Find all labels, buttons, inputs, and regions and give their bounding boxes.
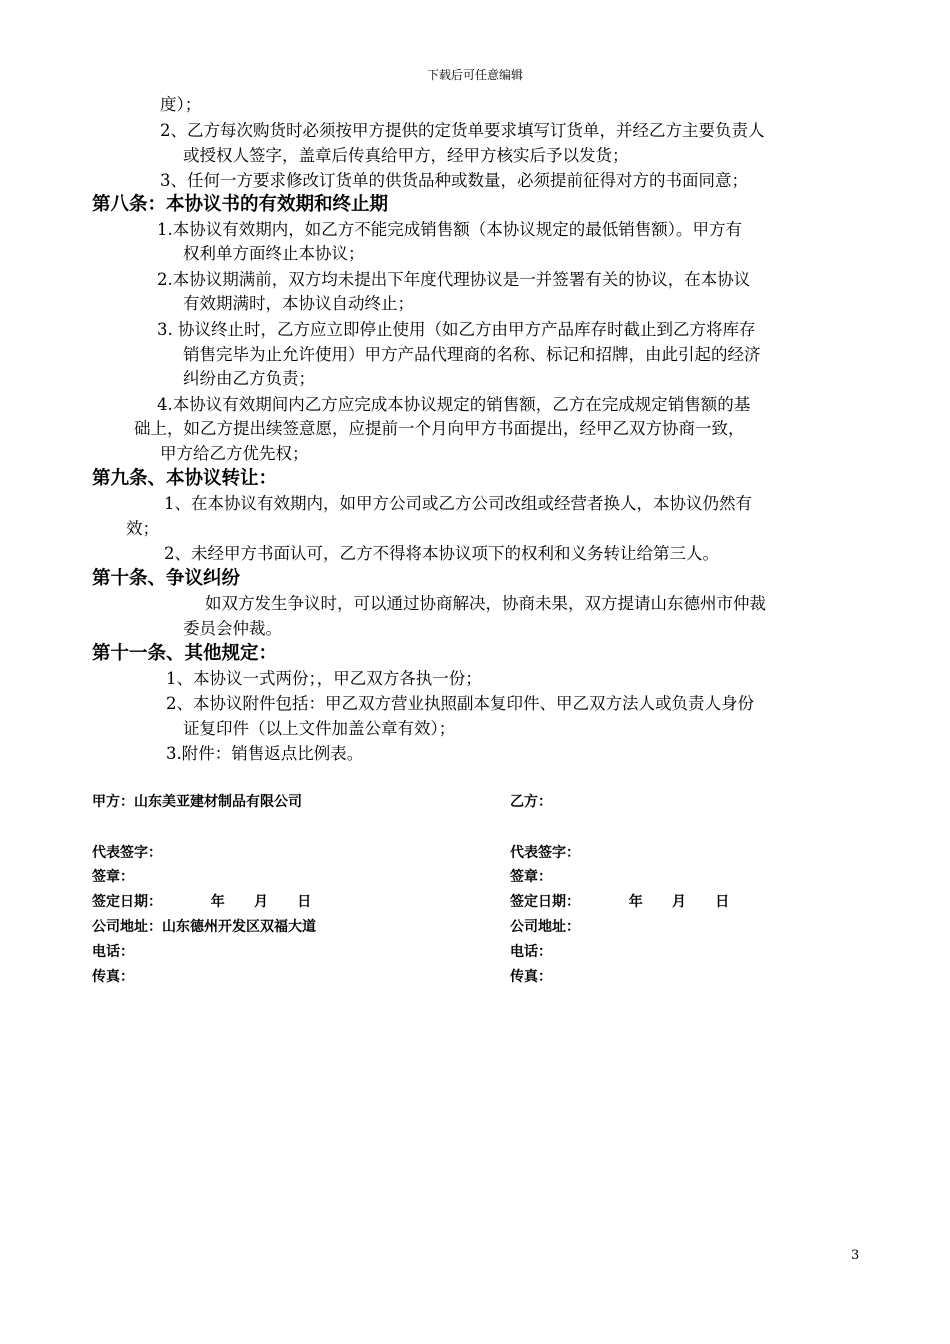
party-b-name: 乙方： <box>510 794 552 810</box>
text-line: 1、在本协议有效期内，如甲方公司或乙方公司改组或经营者换人，本协议仍然有 <box>164 494 752 513</box>
party-a-sign-date: 签定日期： 年 月 日 <box>92 894 312 910</box>
text-line: 销售完毕为止允许使用）甲方产品代理商的名称、标记和招牌，由此引起的经济 <box>183 345 761 364</box>
section-heading-9: 第九条、本协议转让： <box>92 468 278 489</box>
text-line: 权利单方面终止本协议； <box>183 244 365 263</box>
party-b-sign-date: 签定日期： 年 月 日 <box>510 894 730 910</box>
text-line: 2、本协议附件包括：甲乙双方营业执照副本复印件、甲乙双方法人或负责人身份 <box>166 694 754 713</box>
text-line: 1、本协议一式两份；，甲乙双方各执一份； <box>166 669 482 688</box>
text-line: 1.本协议有效期内，如乙方不能完成销售额（本协议规定的最低销售额）。甲方有 <box>157 220 742 239</box>
party-a-name: 甲方：山东美亚建材制品有限公司 <box>92 794 302 810</box>
page-number: 3 <box>851 1248 860 1263</box>
page-header: 下载后可任意编辑 <box>426 68 523 82</box>
text-line: 2、未经甲方书面认可，乙方不得将本协议项下的权利和义务转让给第三人。 <box>164 544 719 563</box>
text-line: 委员会仲裁。 <box>183 619 282 638</box>
text-line: 3、任何一方要求修改订货单的供货品种或数量，必须提前征得对方的书面同意； <box>160 171 748 190</box>
party-a-fax: 传真： <box>92 969 134 985</box>
text-line: 2.本协议期满前，双方均未提出下年度代理协议是一并签署有关的协议，在本协议 <box>157 270 751 289</box>
text-line: 甲方给乙方优先权； <box>160 444 309 463</box>
party-b-rep-signature: 代表签字： <box>510 845 580 861</box>
text-line: 3.附件：销售返点比例表。 <box>166 744 364 763</box>
text-line: 础上，如乙方提出续签意愿，应提前一个月向甲方书面提出，经甲乙双方协商一致， <box>134 419 745 438</box>
text-line: 4.本协议有效期间内乙方应完成本协议规定的销售额，乙方在完成规定销售额的基 <box>157 395 751 414</box>
party-b-fax: 传真： <box>510 969 552 985</box>
section-heading-10: 第十条、争议纠纷 <box>92 568 241 589</box>
party-b-seal: 签章： <box>510 869 552 885</box>
party-a-phone: 电话： <box>92 944 134 960</box>
party-b-address: 公司地址： <box>510 919 580 935</box>
text-line: 度）； <box>160 95 202 114</box>
text-line: 纠纷由乙方负责； <box>183 369 315 388</box>
text-line: 3. 协议终止时，乙方应立即停止使用（如乙方由甲方产品库存时截止到乙方将库存 <box>157 320 756 339</box>
text-line: 2、乙方每次购货时必须按甲方提供的定货单要求填写订货单，并经乙方主要负责人 <box>160 121 765 140</box>
text-line: 有效期满时，本协议自动终止； <box>183 294 414 313</box>
text-line: 效； <box>126 519 159 538</box>
section-heading-8: 第八条：本协议书的有效期和终止期 <box>92 194 389 215</box>
party-b-phone: 电话： <box>510 944 552 960</box>
text-line: 或授权人签字，盖章后传真给甲方，经甲方核实后予以发货； <box>183 146 629 165</box>
text-line: 如双方发生争议时，可以通过协商解决，协商未果，双方提请山东德州市仲裁 <box>205 594 766 613</box>
section-heading-11: 第十一条、其他规定： <box>92 643 278 664</box>
party-a-seal: 签章： <box>92 869 134 885</box>
party-a-address: 公司地址：山东德州开发区双福大道 <box>92 919 316 935</box>
text-line: 证复印件（以上文件加盖公章有效）； <box>183 719 456 738</box>
party-a-rep-signature: 代表签字： <box>92 845 162 861</box>
